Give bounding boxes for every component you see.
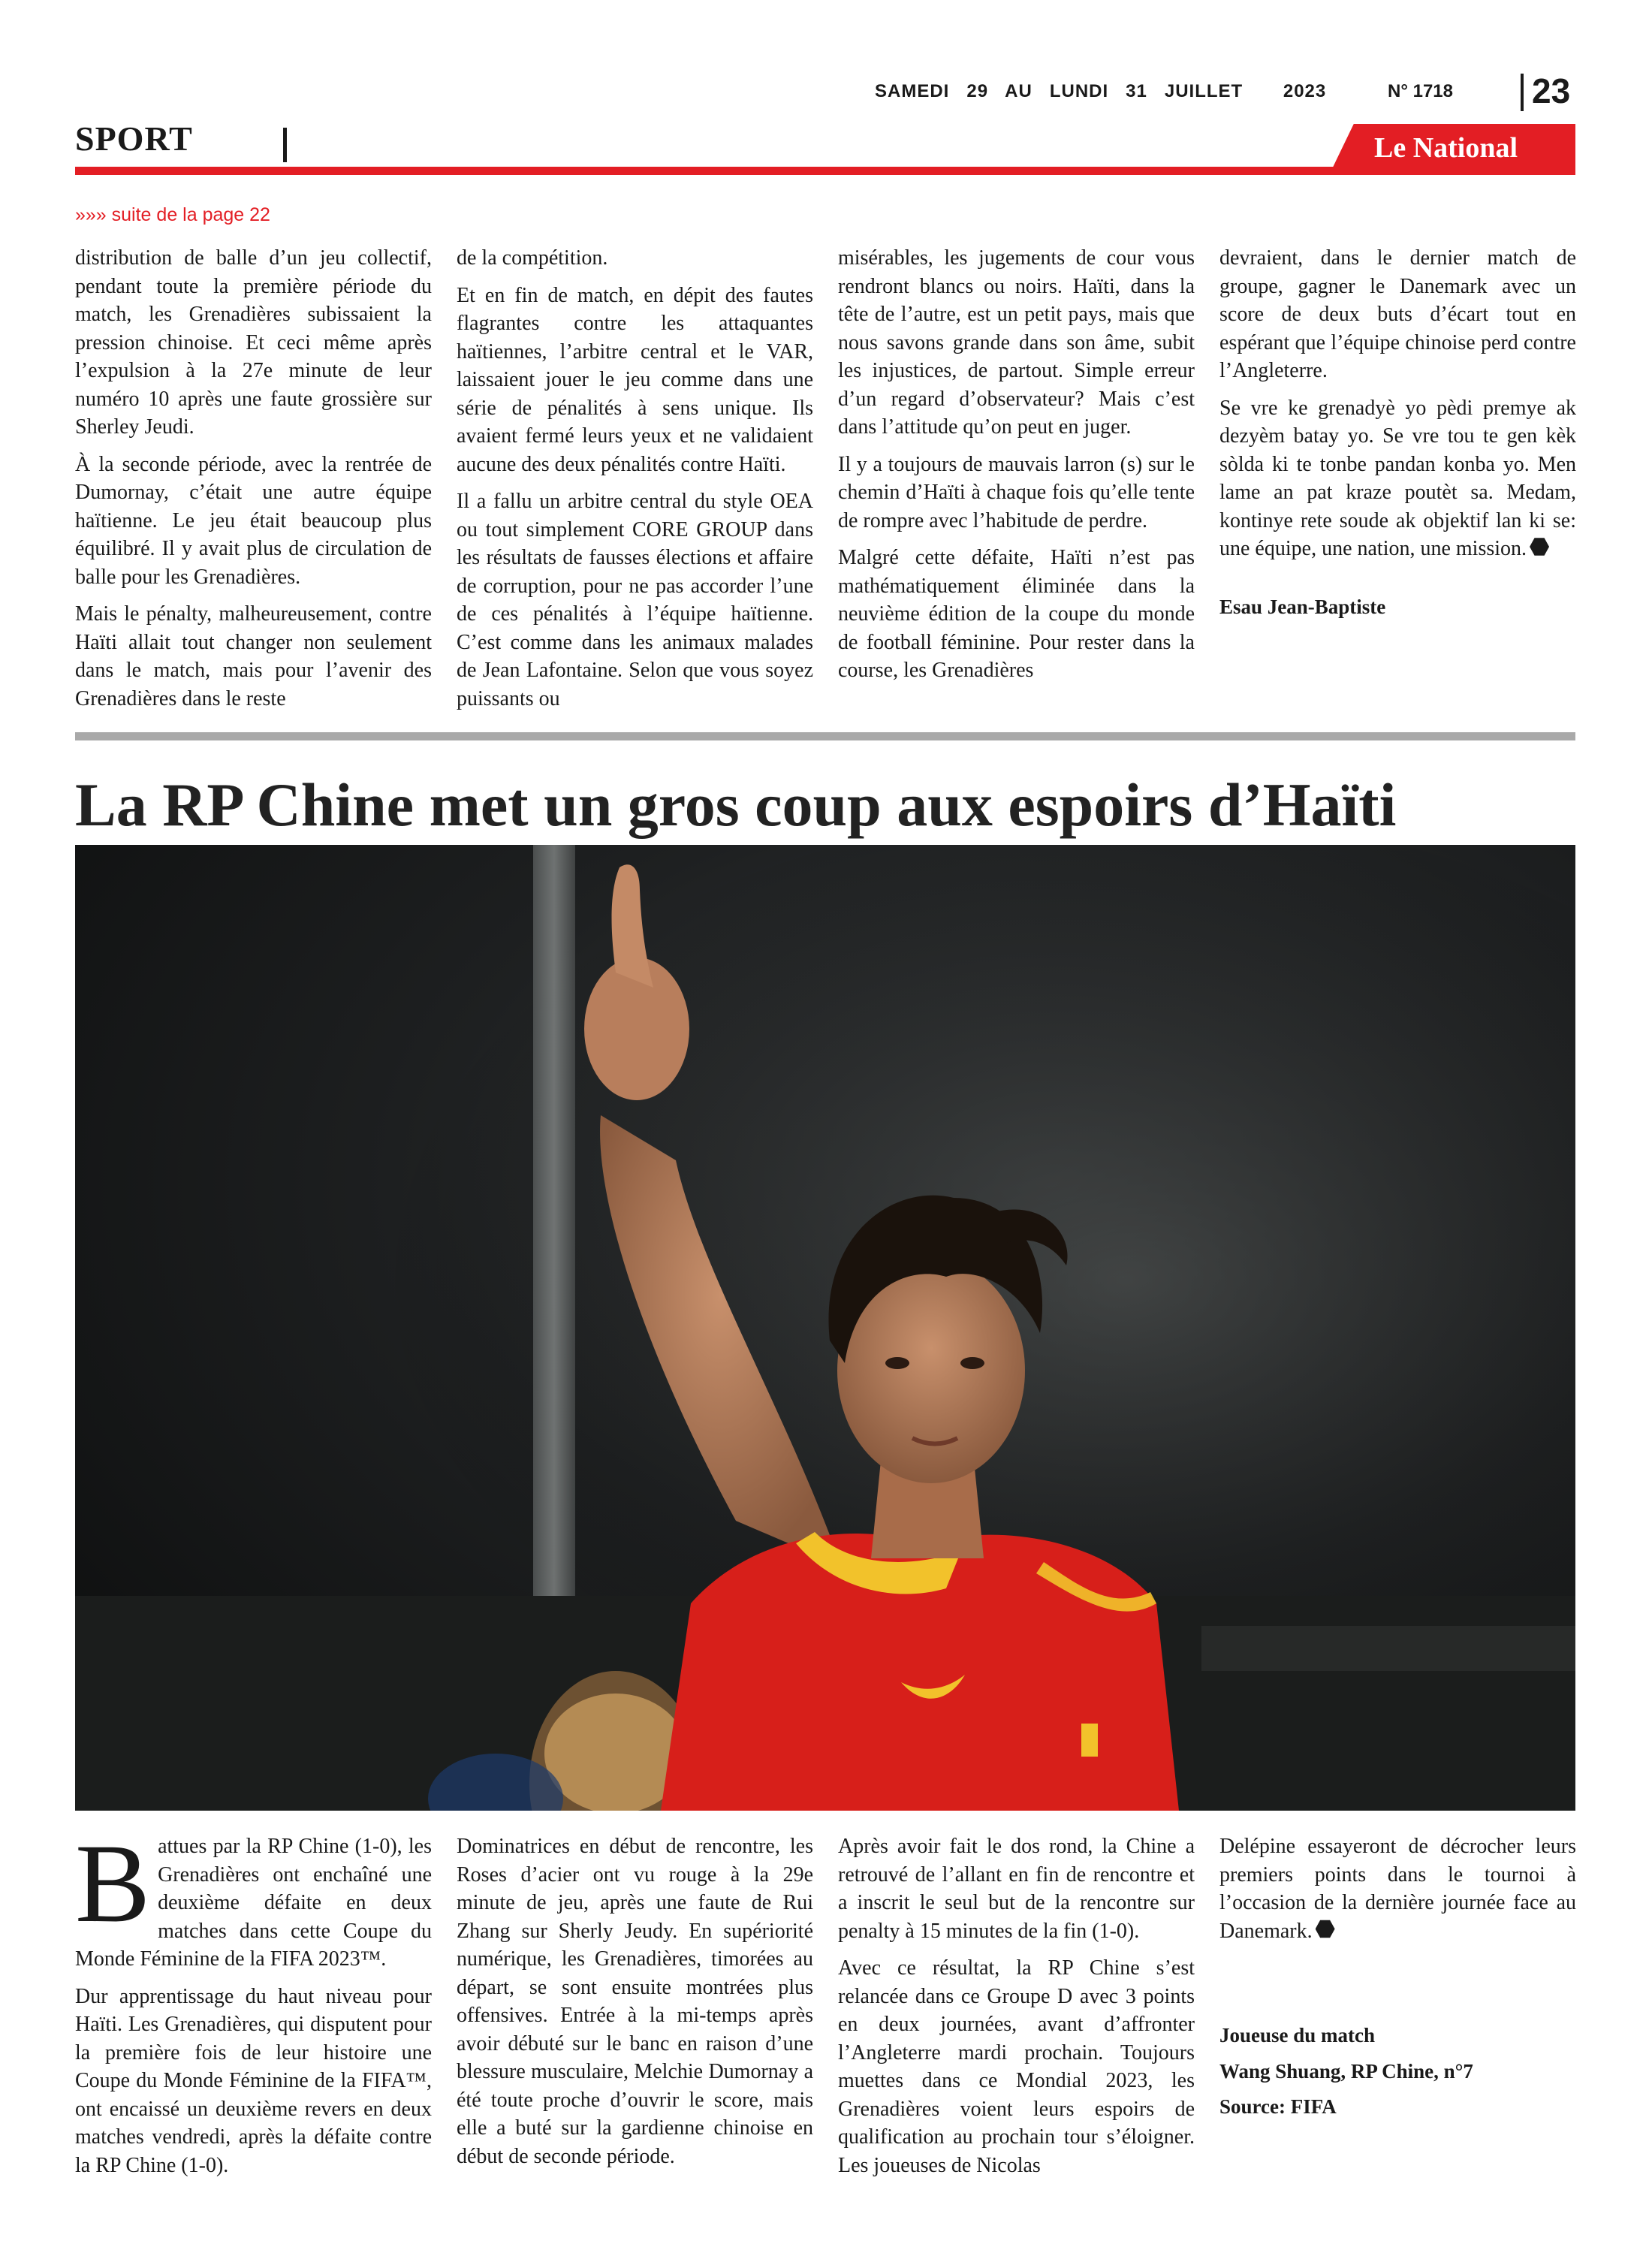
- player-of-match-label: Joueuse du match: [1219, 2024, 1376, 2046]
- paragraph: Dur apprentissage du haut niveau pour Haïti. Les Grenadières, qui disputent pour la première fois de leur histoire une Coupe du Monde Féminine de la FIFA™, ont encaissé un deuxième revers en deux matches vendredi, après la défaite contre la RP Chine (1-0).: [75, 1984, 432, 2177]
- dateline: SAMEDI 29 AU LUNDI 31 JUILLET 2023: [875, 81, 1327, 101]
- paragraph: devraient, dans le dernier match de groupe, gagner le Danemark avec un score de deux buts d’écart tout en espérant que l’équipe chinoise perd contre l’Angleterre.: [1219, 246, 1576, 382]
- paragraph: À la seconde période, avec la rentrée de Dumornay, c’était une autre équipe haïtienne. Le jeu était beaucoup plus équilibré. Il y avait plus de circulation de balle pour les Grenadières.: [75, 452, 432, 589]
- section-divider: [283, 128, 287, 162]
- issue-number: N° 1718: [1388, 81, 1453, 101]
- paragraph-text: Se vre ke grenadyè yo pèdi premye ak dezyèm batay yo. Se vre tou te gen kèk sòlda ki te tonbe pandan konba yo. Men lame an pat kraze poutèt sa. Medam, kontinye rete soude ak objektif lan ki se: une équipe, une nation, une mission.: [1219, 396, 1576, 560]
- brand-name: Le National: [1374, 132, 1518, 164]
- author-signature: Esau Jean-Baptiste: [1219, 595, 1386, 618]
- article-column-4: [1219, 1832, 1576, 2129]
- prev-article-column-1: [75, 244, 432, 722]
- hexagon-end-icon: [1316, 1920, 1335, 1939]
- paragraph: Dominatrices en début de rencontre, les Roses d’acier ont vu rouge à la 29e minute de jeu, après une faute de Rui Zhang sur Sherly Jeudy. En supériorité numérique, les Grenadières, timorées au départ, se sont ensuite montrées plus offensives. Entrée à la mi-temps après avoir débuté sur le banc en raison d’une blessure musculaire, Melchie Dumornay a été toute proche d’ouvrir le score, mais elle a buté sur la gardienne chinoise en début de seconde période.: [457, 1835, 813, 2168]
- paragraph: Il y a toujours de mauvais larron (s) sur le chemin d’Haïti à chaque fois qu’elle tente de rompre avec l’habitude de perdre.: [838, 452, 1195, 532]
- paragraph-text: Delépine essayeront de décrocher leurs premiers points dans le tournoi à l’occasion de la dernière journée face au Danemark.: [1219, 1835, 1576, 1943]
- prev-article-column-2: [457, 244, 813, 722]
- player-of-match-name: Wang Shuang, RP Chine, n°7: [1219, 2059, 1473, 2083]
- paragraph: Mais le pénalty, malheureusement, contre Haïti allait tout changer non seulement dans le match, mais pour l’avenir des Grenadières dans le reste: [75, 602, 432, 710]
- prev-article-column-3: [838, 244, 1195, 694]
- spacer: [1219, 1954, 1576, 2022]
- paragraph: Malgré cette défaite, Haïti n’est pas mathématiquement éliminée dans la neuvième édition de la coupe du monde de football féminine. Pour rester dans la course, les Grenadières: [838, 546, 1195, 682]
- source-credit: Source: FIFA: [1219, 2095, 1337, 2118]
- article-separator: [75, 732, 1575, 740]
- paragraph: de la compétition.: [457, 246, 608, 270]
- article-headline: La RP Chine met un gros coup aux espoirs d’Haïti: [75, 771, 1397, 839]
- paragraph: Avec ce résultat, la RP Chine s’est relancée dans ce Groupe D avec 3 points en deux journées, avant d’affronter l’Angleterre mardi prochain. Toujours muettes dans ce Mondial 2023, les Grenadières voient leurs espoirs de qualification au prochain tour s’éloigner. Les joueuses de Nicolas: [838, 1956, 1195, 2177]
- paragraph: Il a fallu un arbitre central du style OEA ou tout simplement CORE GROUP dans les résultats de fausses élections et affaire de corruption, pour ne pas accorder l’une de ces pénalités à l’équipe haïtienne. C’est comme dans les animaux malades de Jean Lafontaine. Selon que vous soyez puissants ou: [457, 490, 813, 710]
- paragraph: Après avoir fait le dos rond, la Chine a retrouvé de l’allant en fin de rencontre et a inscrit le seul but de la rencontre sur penalty à 15 minutes de la fin (1-0).: [838, 1835, 1195, 1943]
- article-column-3: [838, 1832, 1195, 2188]
- paragraph: misérables, les jugements de cour vous rendront blancs ou noirs. Haïti, dans la tête de l’autre, est un petit pays, mais que nous savons grande dans son âme, subit les injustices, de partout. Simple erreur d’un regard d’observateur? Mais c’est dans l’attitude qu’on peut en juger.: [838, 246, 1195, 439]
- section-title: SPORT: [75, 119, 193, 158]
- paragraph: Et en fin de match, en dépit des fautes flagrantes contre les attaquantes haïtiennes, l’arbitre central et le VAR, laissaient jouer le jeu comme dans une série de pénalités à sens unique. Ils avaient fermé leurs yeux et ne validaient aucune des deux pénalités contre Haïti.: [457, 283, 813, 476]
- continued-from: »»» suite de la page 22: [75, 204, 270, 225]
- article-photo: [75, 845, 1575, 1811]
- prev-article-column-4: [1219, 244, 1576, 630]
- paragraph: [1219, 1832, 1576, 1945]
- article-column-1: [75, 1821, 432, 2188]
- article-column-2: [457, 1832, 813, 2179]
- drop-cap: B: [75, 1821, 151, 1946]
- page-number-divider: [1521, 74, 1524, 111]
- paragraph: [1219, 394, 1576, 563]
- paragraph: distribution de balle d’un jeu collectif, pendant toute la première période du match, les Grenadières subissaient la pression chinoise. Et ceci même après l’expulsion à la 27e minute de leur numéro 10 après une faute grossière sur Sherley Jeudi.: [75, 246, 432, 439]
- page-number: 23: [1532, 71, 1571, 110]
- hexagon-end-icon: [1530, 537, 1549, 556]
- player-celebration-illustration: [75, 845, 1575, 1811]
- paragraph: [75, 1821, 432, 1974]
- paragraph-text: attues par la RP Chine (1-0), les Grenadières ont enchaîné une deuxième défaite en deux matches dans cette Coupe du Monde Féminine de la FIFA 2023™.: [75, 1835, 432, 1971]
